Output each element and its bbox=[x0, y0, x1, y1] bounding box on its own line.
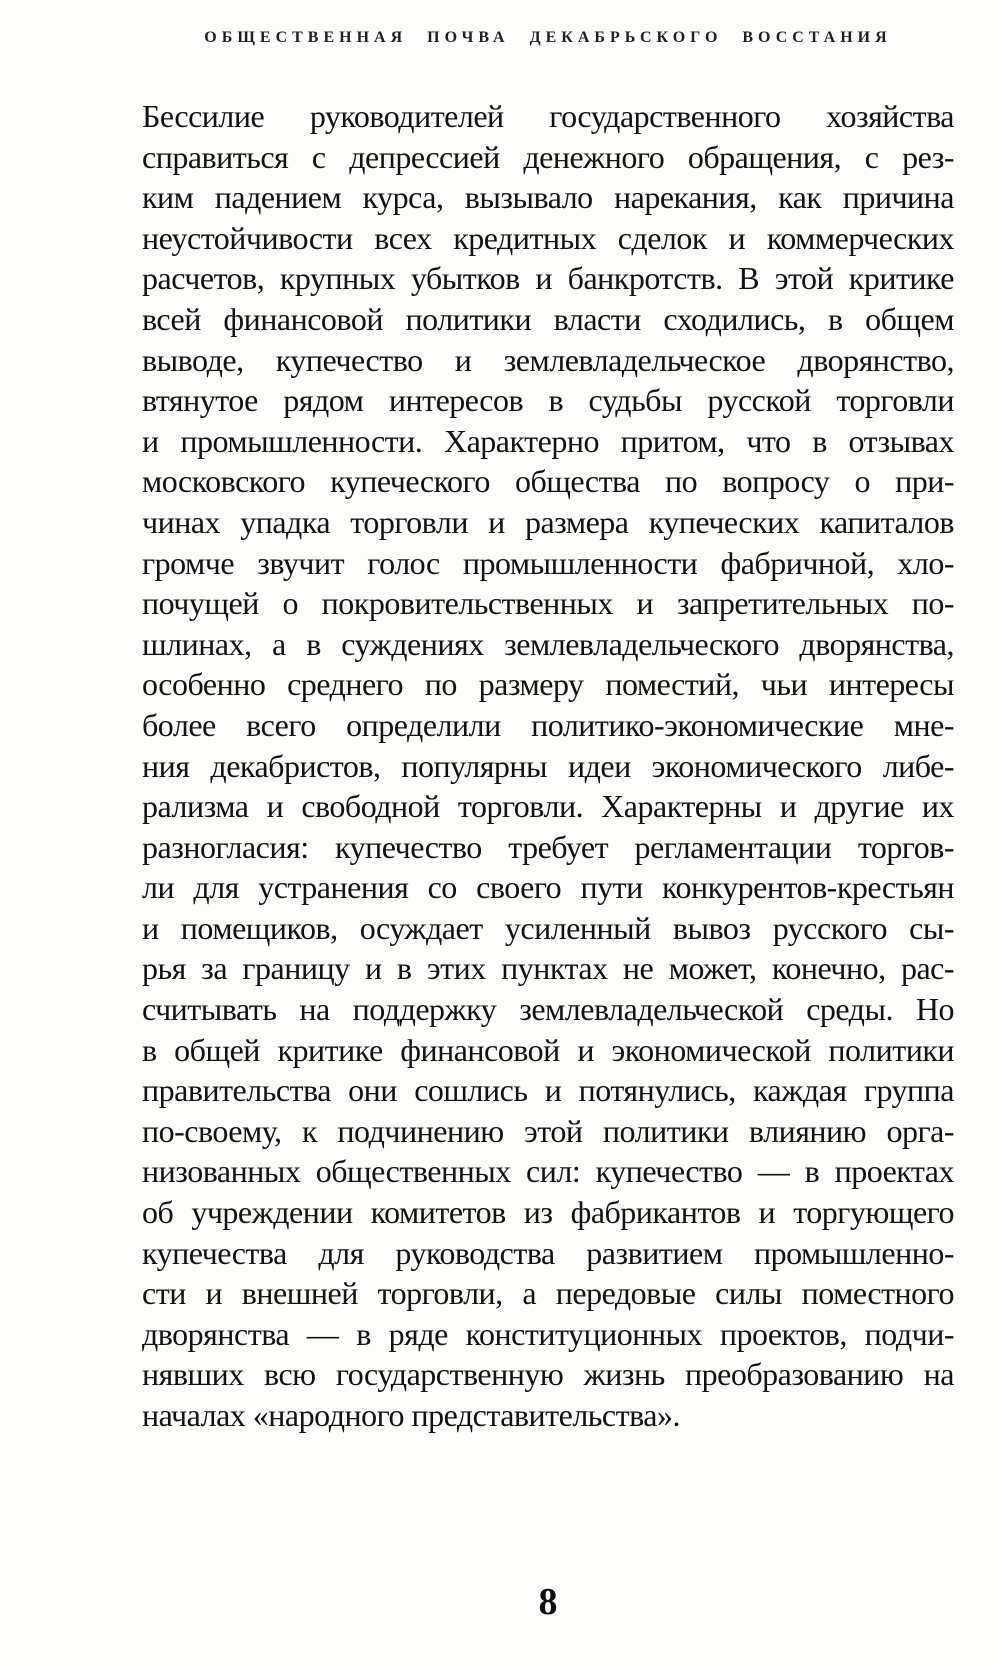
body-text-line: об учреждении комитетов из фабрикантов и торгующего bbox=[142, 1194, 954, 1231]
body-text-line: более всего определили политико-экономические мне- bbox=[142, 706, 954, 743]
body-text-line: и помещиков, осуждает усиленный вывоз русского сы- bbox=[142, 909, 954, 946]
body-text-line: началах «народного представительства». bbox=[142, 1397, 680, 1433]
body-text-line: ния декабристов, популярны идеи экономического либе- bbox=[142, 747, 954, 784]
body-text-line: считывать на поддержку землевладельческой среды. Но bbox=[142, 991, 954, 1028]
body-text-line: всей финансовой политики власти сходились, в общем bbox=[142, 300, 954, 337]
body-text-line: московского купеческого общества по вопросу о при- bbox=[142, 463, 954, 500]
body-text-line: ли для устранения со своего пути конкурентов-крестьян bbox=[142, 869, 954, 906]
body-text-line: неустойчивости всех кредитных сделок и коммерческих bbox=[142, 219, 954, 256]
body-text-line: сти и внешней торговли, а передовые силы поместного bbox=[142, 1275, 954, 1312]
body-text-line: чинах упадка торговли и размера купеческих капиталов bbox=[142, 503, 954, 540]
body-text-line: справиться с депрессией денежного обращения, с рез- bbox=[142, 138, 954, 175]
body-text-line: по-своему, к подчинению этой политики влиянию орга- bbox=[142, 1112, 954, 1149]
body-text-line: шлинах, а в суждениях землевладельческого дворянства, bbox=[142, 625, 954, 662]
body-text-line: рализма и свободной торговли. Характерны и другие их bbox=[142, 788, 954, 825]
body-text-line: рья за границу и в этих пунктах не может, конечно, рас- bbox=[142, 950, 954, 987]
body-text-line: громче звучит голос промышленности фабричной, хло- bbox=[142, 544, 954, 581]
page-number: 8 bbox=[538, 1581, 558, 1623]
body-text-line: Бессилие руководителей государственного хозяйства bbox=[142, 98, 954, 134]
body-text-line: дворянства — в ряде конституционных проектов, подчи- bbox=[142, 1315, 954, 1352]
body-text-line: втянутое рядом интересов в судьбы русской торговли bbox=[142, 382, 954, 419]
body-text-line: и промышленности. Характерно притом, что в отзывах bbox=[142, 422, 954, 459]
body-text-line: нявших всю государственную жизнь преобразованию на bbox=[142, 1356, 954, 1393]
body-text-line: правительства они сошлись и потянулись, каждая группа bbox=[142, 1072, 954, 1109]
body-text-line: выводе, купечество и землевладельческое дворянство, bbox=[142, 341, 954, 378]
body-text-line: низованных общественных сил: купечество — в проектах bbox=[142, 1153, 954, 1190]
body-text-line: разногласия: купечество требует регламентации торгов- bbox=[142, 828, 954, 865]
body-text-line: ким падением курса, вызывало нарекания, как причина bbox=[142, 179, 954, 216]
body-text-line: особенно среднего по размеру поместий, чьи интересы bbox=[142, 666, 954, 703]
running-header: ОБЩЕСТВЕННАЯ ПОЧВА ДЕКАБРЬСКОГО ВОССТАНИЯ bbox=[204, 29, 892, 46]
body-text-line: почущей о покровительственных и запретительных по- bbox=[142, 585, 954, 622]
body-text-line: купечества для руководства развитием промышленно- bbox=[142, 1234, 954, 1271]
body-text-line: в общей критике финансовой и экономической политики bbox=[142, 1031, 954, 1068]
body-text bbox=[142, 96, 954, 1436]
body-text-line: расчетов, крупных убытков и банкротств. В этой критике bbox=[142, 260, 954, 297]
